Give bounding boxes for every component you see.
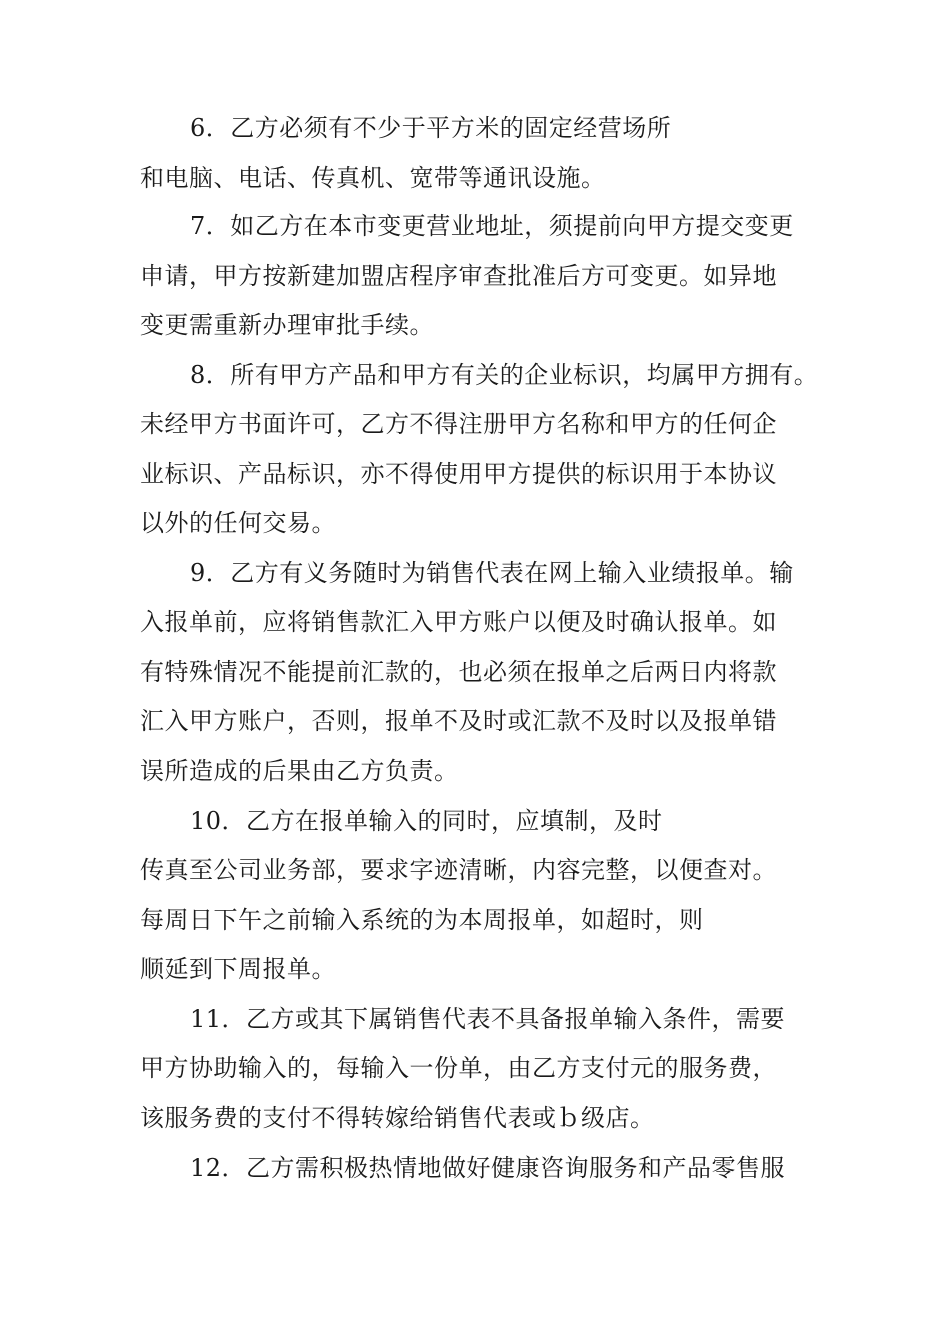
clause-7-line-3: 变更需重新办理审批手续。 bbox=[140, 311, 434, 339]
clause-10-line-3: 每周日下午之前输入系统的为本周报单，如超时，则 bbox=[140, 906, 704, 934]
clause-11-line-1: 11．乙方或其下属销售代表不具备报单输入条件，需要 bbox=[190, 1005, 786, 1033]
clause-9-line-1: 9．乙方有义务随时为销售代表在网上输入业绩报单。输 bbox=[190, 559, 794, 587]
clause-7-line-1: 7．如乙方在本市变更营业地址，须提前向甲方提交变更 bbox=[190, 212, 794, 240]
clause-11-line-2: 甲方协助输入的，每输入一份单，由乙方支付元的服务费， bbox=[140, 1054, 777, 1082]
clause-9-line-4: 汇入甲方账户，否则，报单不及时或汇款不及时以及报单错 bbox=[140, 707, 777, 735]
clause-12-line-1: 12．乙方需积极热情地做好健康咨询服务和产品零售服 bbox=[190, 1154, 786, 1182]
clause-8-line-2: 未经甲方书面许可，乙方不得注册甲方名称和甲方的任何企 bbox=[140, 410, 777, 438]
clause-11-line-3: 该服务费的支付不得转嫁给销售代表或ｂ级店。 bbox=[140, 1104, 655, 1132]
clause-9-line-2: 入报单前，应将销售款汇入甲方账户以便及时确认报单。如 bbox=[140, 608, 777, 636]
clause-10-line-2: 传真至公司业务部，要求字迹清晰，内容完整，以便查对。 bbox=[140, 856, 777, 884]
clause-6-line-2: 和电脑、电话、传真机、宽带等通讯设施。 bbox=[140, 164, 606, 192]
clause-6-line-1: 6．乙方必须有不少于平方米的固定经营场所 bbox=[190, 114, 672, 142]
clause-8-line-3: 业标识、产品标识，亦不得使用甲方提供的标识用于本协议 bbox=[140, 460, 777, 488]
clause-8-line-4: 以外的任何交易。 bbox=[140, 509, 336, 537]
clause-7-line-2: 申请，甲方按新建加盟店程序审查批准后方可变更。如异地 bbox=[140, 262, 777, 290]
clause-9-line-3: 有特殊情况不能提前汇款的，也必须在报单之后两日内将款 bbox=[140, 658, 777, 686]
clause-10-line-1: 10．乙方在报单输入的同时，应填制，及时 bbox=[190, 807, 663, 835]
clause-8-line-1: 8．所有甲方产品和甲方有关的企业标识，均属甲方拥有。 bbox=[190, 361, 819, 389]
clause-10-line-4: 顺延到下周报单。 bbox=[140, 955, 336, 983]
clause-9-line-5: 误所造成的后果由乙方负责。 bbox=[140, 757, 459, 785]
